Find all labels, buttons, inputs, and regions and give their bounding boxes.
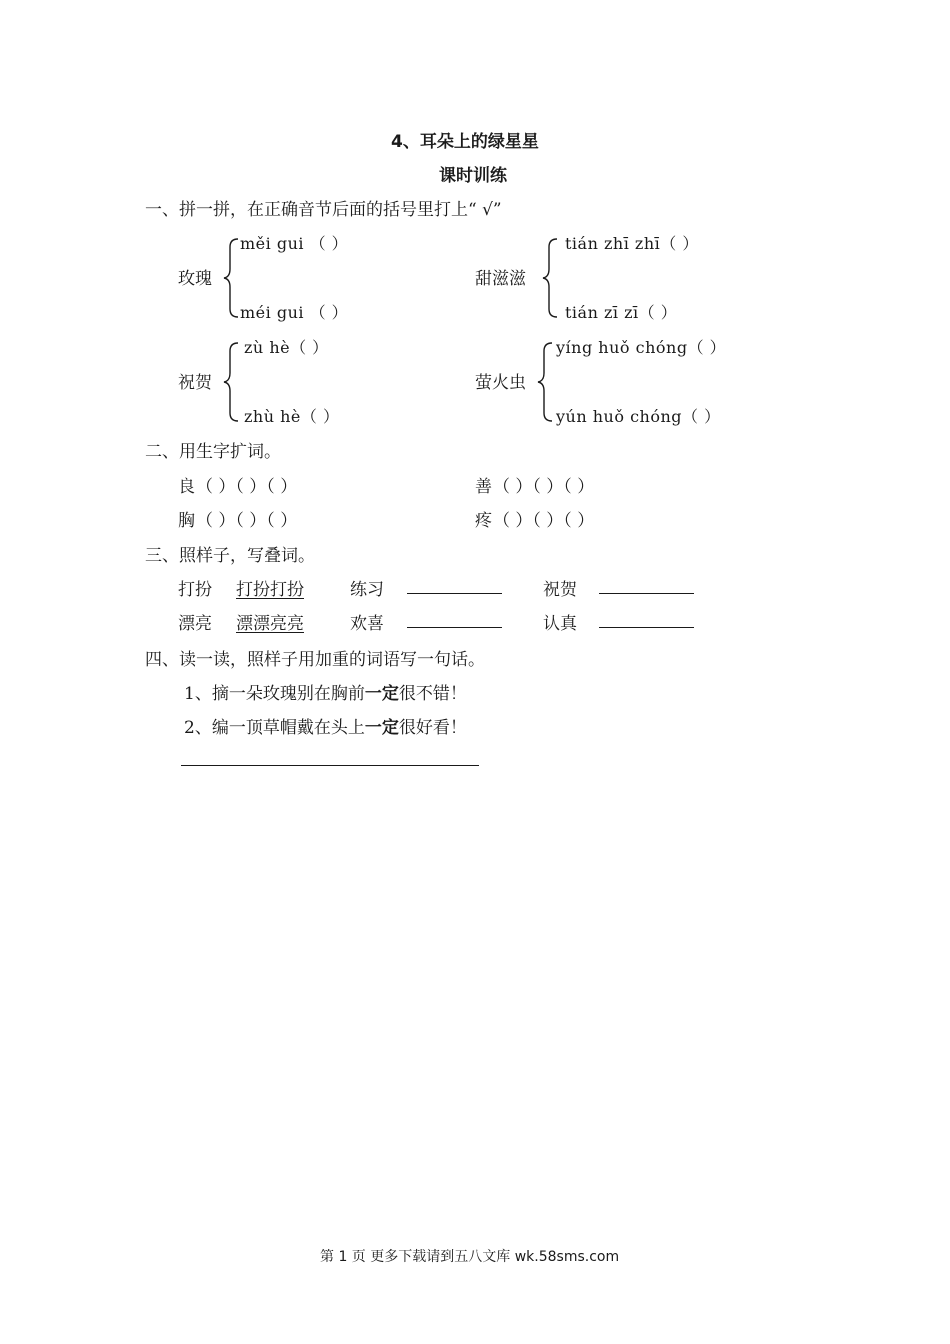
answer-blank[interactable] <box>599 593 694 594</box>
pinyin-option: tián zī zī（ ） <box>565 303 678 322</box>
brace-icon <box>222 341 240 423</box>
word-meigui: 玫瑰 <box>178 269 212 289</box>
emphasis-word: 一定 <box>364 718 399 738</box>
answer-blank[interactable] <box>407 593 502 594</box>
pinyin-option: měi gui （ ） <box>240 234 349 253</box>
expand-blanks[interactable]: （ ）（ ）（ ） <box>196 511 298 531</box>
sentence-text: 2、编一顶草帽戴在头上 <box>184 718 365 738</box>
expand-char: 善 <box>475 477 492 497</box>
section3-heading: 三、照样子，写叠词。 <box>145 546 315 566</box>
pinyin-option: tián zhī zhī（ ） <box>565 234 699 253</box>
pinyin-option: yún huǒ chóng（ ） <box>556 407 721 426</box>
page-title: 4、耳朵上的绿星星 <box>391 132 539 152</box>
answer-line[interactable] <box>181 765 479 766</box>
brace-icon <box>536 341 554 423</box>
pinyin-option: zù hè（ ） <box>244 338 329 357</box>
section2-heading: 二、用生字扩词。 <box>145 442 281 462</box>
expand-blanks[interactable]: （ ）（ ）（ ） <box>196 477 298 497</box>
brace-icon <box>541 237 559 319</box>
word-yinghuochong: 萤火虫 <box>475 373 526 393</box>
reduplication-word: 练习 <box>350 580 384 600</box>
expand-char: 疼 <box>475 511 492 531</box>
sentence-text: 很不错！ <box>398 684 467 704</box>
emphasis-word: 一定 <box>364 684 399 704</box>
section1-heading: 一、拼一拼，在正确音节后面的括号里打上“ √” <box>145 200 502 220</box>
page-footer: 第 1 页 更多下载请到五八文库 wk.58sms.com <box>320 1249 620 1265</box>
sentence-text: 很好看！ <box>398 718 467 738</box>
reduplication-word: 欢喜 <box>350 614 384 634</box>
pinyin-option: zhù hè（ ） <box>244 407 340 426</box>
reduplication-word: 打扮 <box>178 580 212 600</box>
expand-char: 良 <box>178 477 195 497</box>
answer-blank[interactable] <box>599 627 694 628</box>
pinyin-option: yíng huǒ chóng（ ） <box>556 338 727 357</box>
sentence-text: 1、摘一朵玫瑰别在胸前 <box>184 684 365 704</box>
expand-blanks[interactable]: （ ）（ ）（ ） <box>493 477 595 497</box>
reduplication-example: 漂漂亮亮 <box>236 614 304 634</box>
expand-blanks[interactable]: （ ）（ ）（ ） <box>493 511 595 531</box>
brace-icon <box>222 237 240 319</box>
reduplication-word: 漂亮 <box>178 614 212 634</box>
reduplication-word: 认真 <box>543 614 577 634</box>
example-sentence <box>184 713 467 738</box>
expand-char: 胸 <box>178 511 195 531</box>
word-tianzizi: 甜滋滋 <box>475 269 526 289</box>
example-sentence <box>184 679 467 704</box>
word-zhuhe: 祝贺 <box>178 373 212 393</box>
pinyin-option: méi gui （ ） <box>240 303 349 322</box>
reduplication-word: 祝贺 <box>543 580 577 600</box>
page-subtitle: 课时训练 <box>439 166 507 186</box>
reduplication-example: 打扮打扮 <box>236 580 304 600</box>
answer-blank[interactable] <box>407 627 502 628</box>
section4-heading: 四、读一读，照样子用加重的词语写一句话。 <box>145 650 485 670</box>
